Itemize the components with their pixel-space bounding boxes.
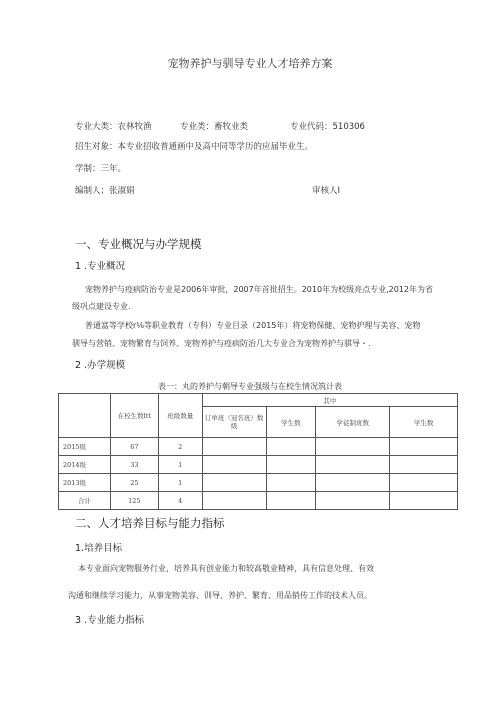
section1-sub1: 1 .专业概况 [75, 261, 126, 272]
goal-line-2: 沟通和继续学习能力，从事宠物美容、训导、养护、繁育、用品销传工作的技术人员。 [68, 591, 372, 600]
header-order-students: 学生数 [266, 407, 316, 438]
section1-heading: 一、专业概况与办学规模 [75, 237, 202, 251]
row-students: 125 [110, 492, 158, 510]
table-row [59, 474, 458, 492]
cell-empty [266, 456, 316, 474]
cell-empty [316, 492, 390, 510]
cell-empty [202, 438, 266, 456]
goal-line-1: 本专业面向宠物服务行业，培养具有创业能力和较高敬业精神，具有信息处理、有效 [78, 564, 374, 573]
paragraph-2-line-1: 普通富等学校r⅛等职业教育（专科）专业目录（2015年）将宠物保健、宠物护理与美容、宠物 [85, 321, 421, 330]
reviewer: 审核人I [312, 186, 341, 196]
major-code: 专业代码：510306 [290, 122, 365, 132]
enrollment-target: 招生对象：本专业招收普通画中及高中同等学历的应届毕业生。 [75, 142, 314, 152]
document-title: 宠物养护与驯导专业人才培养方案 [167, 57, 333, 70]
table-row [59, 456, 458, 474]
cell-empty [266, 492, 316, 510]
cell-empty [316, 474, 390, 492]
paragraph-1-line-2: 级巩点建设专业. [72, 302, 131, 311]
cell-empty [316, 438, 390, 456]
cell-empty [390, 492, 458, 510]
section1-sub2: 2 .办学规模 [75, 360, 126, 371]
header-apprentice-classes: 学徒制班数 [316, 407, 390, 438]
section2-heading: 二、人才培养目标与能力指标 [75, 516, 225, 530]
row-year: 2013级 [59, 474, 111, 492]
paragraph-2-line-2: 驯导与营销、宠物繁育与饲养、宠物养护与疫病防治几大专业合为宠物养护与骐导・. [72, 339, 371, 348]
table-caption: 表一：丸的养护与朝导专业强级与在校生情况筑计表 [158, 382, 342, 391]
section2-sub3: 3 .专业能力指标 [75, 615, 145, 626]
author: 编制人；张淑娟 [75, 186, 135, 196]
row-year: 合计 [59, 492, 111, 510]
cell-empty [390, 474, 458, 492]
cell-empty [202, 492, 266, 510]
header-classes: 班级数量 [158, 394, 202, 438]
row-students: 33 [110, 456, 158, 474]
header-order-classes: 订单班（冠名班）数级 [202, 407, 266, 438]
enrollment-table [58, 393, 458, 510]
row-year: 2015级 [59, 438, 111, 456]
row-classes: 1 [158, 456, 202, 474]
header-students: 在校生数ltt [110, 394, 158, 438]
section2-sub1: 1.培养目标 [75, 543, 123, 554]
row-classes: 4 [158, 492, 202, 510]
row-students: 25 [110, 474, 158, 492]
major-category: 专业大类：农林牧渔 [75, 122, 152, 132]
major-class: 专业类：畜牧业类 [180, 122, 249, 132]
table-row [59, 492, 458, 510]
header-apprentice-students: 学生数 [390, 407, 458, 438]
table-row [59, 438, 458, 456]
cell-empty [266, 474, 316, 492]
paragraph-1-line-1: 宠物养护与疫病防治专业是2006年审批，2007年首批招生。2010年为校级亮点专业,2012年为省 [85, 285, 433, 294]
cell-empty [316, 456, 390, 474]
cell-empty [266, 438, 316, 456]
row-classes: 1 [158, 474, 202, 492]
cell-empty [202, 456, 266, 474]
cell-empty [202, 474, 266, 492]
header-among: 其中 [202, 394, 457, 407]
cell-empty [390, 438, 458, 456]
study-duration: 学制：三年。 [75, 164, 127, 174]
row-students: 67 [110, 438, 158, 456]
row-classes: 2 [158, 438, 202, 456]
header-corner [59, 394, 111, 438]
row-year: 2014级 [59, 456, 111, 474]
cell-empty [390, 456, 458, 474]
